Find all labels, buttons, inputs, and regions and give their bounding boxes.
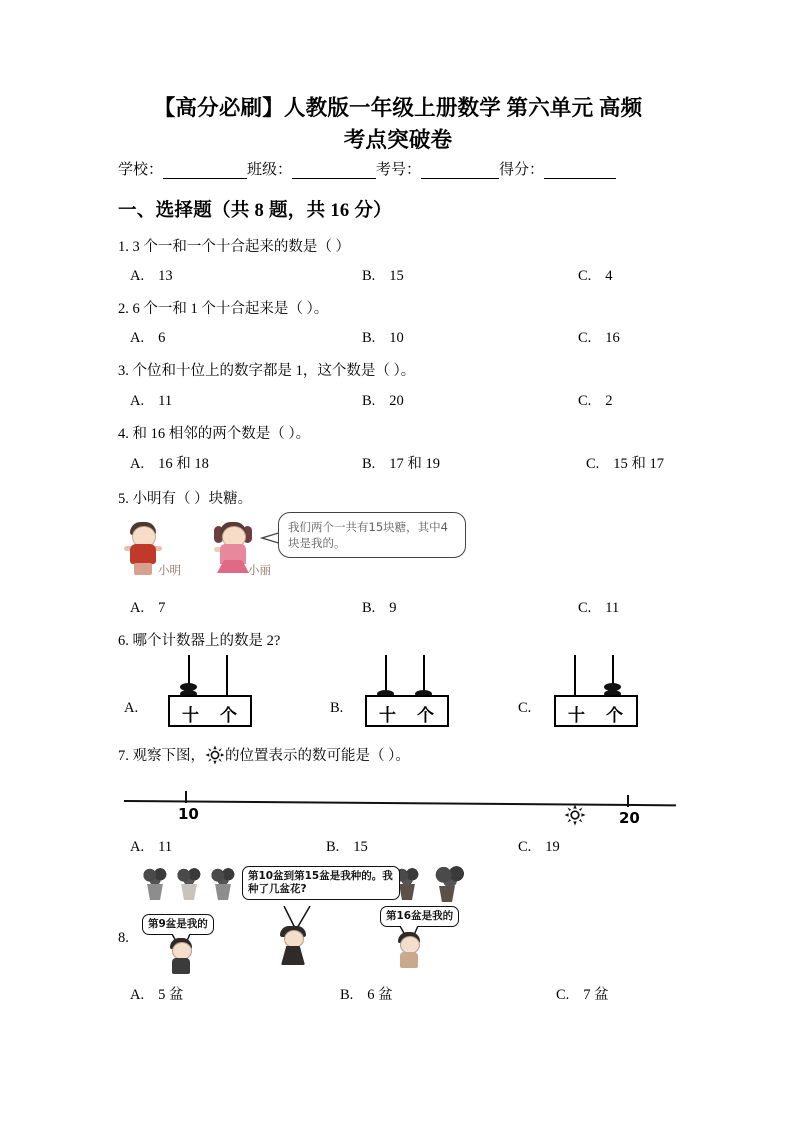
child-head	[284, 930, 304, 948]
option-label: A.	[130, 987, 145, 1003]
number-line-tick-20	[627, 795, 629, 807]
score-label: 得分：	[499, 162, 545, 178]
option-label: B.	[362, 330, 376, 346]
question-1-options	[0, 266, 793, 286]
question-6-text: 6. 哪个计数器上的数是 2?	[118, 633, 281, 649]
question-2-text: 2. 6 个一和 1 个十合起来是（ ）。	[118, 301, 329, 317]
pot-vessel	[438, 886, 456, 902]
question-5-figure	[118, 508, 458, 586]
question-4-options	[0, 454, 793, 474]
question-7-text-before: 7. 观察下图，	[118, 748, 205, 764]
question-4-option-c[interactable]	[586, 454, 664, 474]
question-3-option-c[interactable]	[578, 391, 613, 411]
option-value: 19	[545, 839, 560, 855]
student-info-line	[118, 157, 678, 179]
question-7-text	[118, 745, 410, 766]
school-label: 学校：	[118, 162, 164, 178]
option-value: 7	[158, 600, 166, 616]
pot-vessel	[214, 884, 232, 900]
question-8-speech-bubble-left: 第9盆是我的	[142, 914, 214, 935]
option-label: B.	[362, 268, 376, 284]
option-label: A.	[130, 839, 145, 855]
number-line-axis	[124, 800, 676, 807]
option-value: 6 盆	[367, 987, 393, 1003]
question-7-options	[0, 837, 793, 857]
flower-pot	[174, 868, 204, 902]
figure-child-left	[164, 936, 198, 982]
child-body	[281, 946, 305, 965]
counter-a-ones-rod	[226, 655, 228, 697]
boy-name-label: 小明	[158, 565, 181, 577]
question-6-counter-c[interactable]	[554, 655, 640, 727]
question-8-speech-bubble-middle: 第10盆到第15盆是我种的。我种了几盆花?	[242, 866, 400, 900]
plant-foliage	[210, 868, 236, 886]
question-6-counter-b[interactable]	[365, 655, 451, 727]
number-line-sun-marker-icon	[564, 804, 586, 831]
question-1-option-c[interactable]	[578, 266, 613, 286]
page-title-line-1: 【高分必刷】人教版一年级上册数学 第六单元 高频	[153, 96, 643, 120]
question-8-number: 8.	[118, 930, 129, 946]
option-value: 20	[389, 393, 404, 409]
question-6-option-c-label[interactable]: C.	[518, 700, 532, 716]
sun-icon	[205, 745, 225, 765]
option-value: 6	[158, 330, 166, 346]
question-2-option-c[interactable]	[578, 328, 620, 348]
question-3-text: 3. 个位和十位上的数字都是 1，这个数是（ ）。	[118, 363, 416, 379]
girl-name-label: 小丽	[248, 565, 271, 577]
question-6-option-b-label[interactable]: B.	[330, 700, 344, 716]
option-value: 11	[158, 393, 173, 409]
question-4-option-a[interactable]	[130, 454, 209, 474]
question-7-text-after: 的位置表示的数可能是（ ）。	[225, 748, 410, 764]
option-value: 17 和 19	[389, 456, 441, 472]
question-5-option-b[interactable]	[362, 598, 397, 618]
number-line-label-10: 10	[178, 805, 199, 823]
question-3-option-a[interactable]	[130, 391, 172, 411]
option-value: 10	[389, 330, 404, 346]
boy-body	[130, 544, 156, 564]
figure-child-middle	[276, 924, 310, 970]
option-label: C.	[578, 268, 592, 284]
option-value: 7 盆	[583, 987, 609, 1003]
counter-b-ones-label: 个	[417, 706, 434, 726]
question-6-option-a-label[interactable]: A.	[124, 700, 139, 716]
page-title-line-2: 考点突破卷	[343, 128, 453, 152]
option-value: 4	[605, 268, 613, 284]
counter-a-base	[168, 695, 252, 727]
option-label: A.	[130, 393, 145, 409]
option-value: 15	[353, 839, 368, 855]
flower-pot	[432, 866, 468, 904]
pot-vessel	[398, 884, 416, 900]
counter-c-tens-rod	[574, 655, 576, 697]
question-8-option-b[interactable]	[340, 985, 393, 1005]
option-value: 15 和 17	[613, 456, 665, 472]
question-7-option-b[interactable]	[326, 837, 368, 857]
counter-b-base	[365, 695, 449, 727]
counter-a-ones-label: 个	[220, 706, 237, 726]
option-label: B.	[362, 456, 376, 472]
question-8-option-a[interactable]	[130, 985, 183, 1005]
exam-number-label: 考号：	[376, 162, 422, 178]
question-5-options	[0, 598, 793, 618]
question-1-text: 1. 3 个一和一个十合起来的数是（ ）	[118, 239, 350, 255]
option-label: C.	[578, 330, 592, 346]
option-label: B.	[326, 839, 340, 855]
question-7-option-c[interactable]	[518, 837, 560, 857]
counter-a-tens-label: 十	[182, 706, 199, 726]
child-body	[172, 958, 190, 974]
exam-number-input-blank[interactable]	[421, 163, 499, 179]
option-label: C.	[556, 987, 570, 1003]
section-heading-choice: 一、选择题（共 8 题，共 16 分）	[118, 201, 392, 221]
question-5-text: 5. 小明有（ ）块糖。	[118, 491, 253, 507]
option-value: 9	[389, 600, 397, 616]
plant-foliage	[434, 866, 466, 888]
question-3-option-b[interactable]	[362, 391, 404, 411]
question-5-option-a[interactable]	[130, 598, 165, 618]
option-label: C.	[578, 393, 592, 409]
score-input-blank[interactable]	[544, 163, 616, 179]
option-label: C.	[518, 839, 532, 855]
class-label: 班级：	[247, 162, 293, 178]
option-value: 11	[158, 839, 173, 855]
question-7-option-a[interactable]	[130, 837, 172, 857]
option-label: B.	[362, 600, 376, 616]
question-8-option-c[interactable]	[556, 985, 609, 1005]
option-value: 16	[605, 330, 620, 346]
question-1-option-a[interactable]	[130, 266, 173, 286]
pot-vessel	[146, 884, 164, 900]
counter-c-tens-label: 十	[568, 706, 585, 726]
option-label: A.	[130, 268, 145, 284]
option-value: 13	[158, 268, 173, 284]
school-input-blank[interactable]	[163, 163, 247, 179]
question-5-option-c[interactable]	[578, 598, 619, 618]
question-8-figure	[136, 866, 496, 976]
plant-foliage	[176, 868, 202, 886]
page-title	[118, 92, 678, 156]
option-value: 15	[389, 268, 404, 284]
number-line-label-20: 20	[619, 809, 640, 827]
question-3-options	[0, 391, 793, 411]
option-label: A.	[130, 330, 145, 346]
counter-c-base	[554, 695, 638, 727]
option-value: 5 盆	[158, 987, 184, 1003]
boy-legs	[134, 563, 152, 575]
option-label: C.	[578, 600, 592, 616]
question-2-options	[0, 328, 793, 348]
question-8-speech-bubble-right: 第16盆是我的	[380, 906, 459, 927]
option-label: B.	[362, 393, 376, 409]
class-input-blank[interactable]	[292, 163, 376, 179]
question-2-option-a[interactable]	[130, 328, 165, 348]
flower-pot	[208, 868, 238, 902]
option-label: B.	[340, 987, 354, 1003]
question-2-option-b[interactable]	[362, 328, 404, 348]
question-4-option-b[interactable]	[362, 454, 440, 474]
question-7-number-line	[124, 788, 676, 828]
figure-child-right	[392, 930, 426, 976]
option-value: 16 和 18	[158, 456, 209, 472]
flower-pot	[140, 868, 170, 902]
option-value: 2	[605, 393, 613, 409]
option-value: 11	[605, 600, 620, 616]
question-4-text: 4. 和 16 相邻的两个数是（ ）。	[118, 426, 311, 442]
counter-c-ones-label: 个	[606, 706, 623, 726]
number-line-tick-10	[185, 791, 187, 803]
question-8-options	[0, 985, 793, 1005]
question-6-counter-a[interactable]	[168, 655, 254, 727]
option-label: A.	[130, 456, 145, 472]
question-5-speech-bubble: 我们两个一共有15块糖，其中4块是我的。	[278, 512, 466, 558]
child-body	[400, 952, 418, 968]
question-1-option-b[interactable]	[362, 266, 404, 286]
option-label: C.	[586, 456, 600, 472]
plant-foliage	[142, 868, 168, 886]
counter-b-tens-label: 十	[379, 706, 396, 726]
option-label: A.	[130, 600, 145, 616]
pot-vessel	[180, 884, 198, 900]
